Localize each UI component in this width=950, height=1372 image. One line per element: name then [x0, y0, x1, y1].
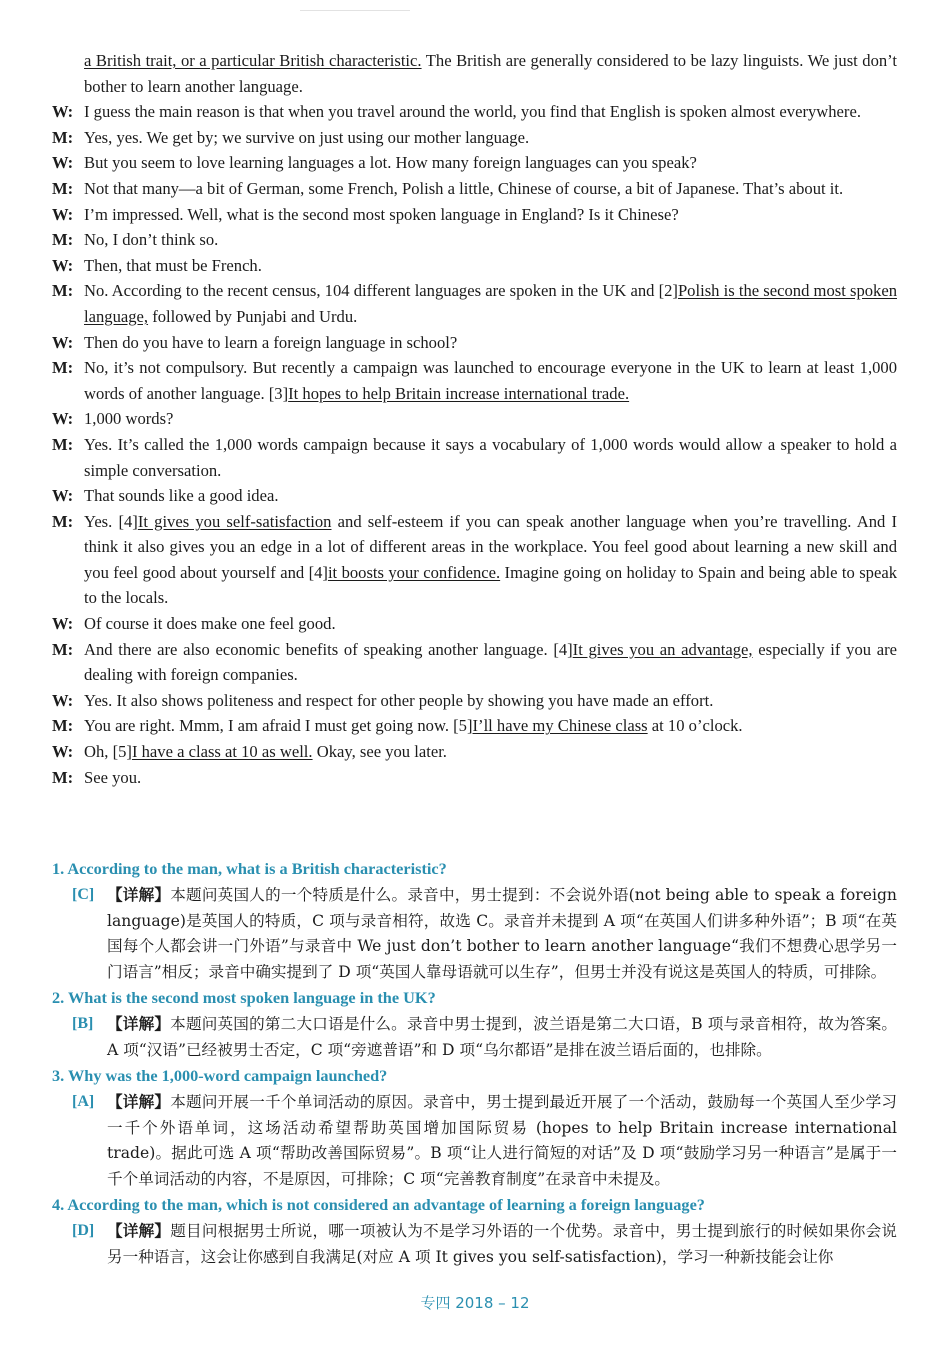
speaker-label: W:	[52, 204, 74, 224]
dialogue-text: And there are also economic benefits of speaking another language. [4]	[84, 639, 573, 659]
dialogue-text: See you.	[84, 767, 142, 787]
explanation-tag: 【详解】	[107, 885, 171, 904]
speaker-label: W:	[52, 102, 74, 122]
explanation-text: 题目问根据男士所说，哪一项被认为不是学习外语的一个优势。录音中，男士提到旅行的时候如果你会说另一种语言，这会让你感到自我满足(对应 A 项 It gives you self-satisfaction)，学习一种新技能会让你	[107, 1222, 897, 1266]
header-mark	[300, 0, 410, 11]
question-heading: 1. According to the man, what is a British characteristic?	[52, 859, 447, 878]
underlined-answer-text: It gives you self-satisfaction	[137, 511, 332, 531]
speaker-label: W:	[52, 332, 74, 352]
page-footer: 专四 2018 – 12	[420, 1294, 530, 1312]
answer-explanation	[52, 1218, 897, 1270]
dialogue-line	[52, 278, 897, 329]
explanation-text: 本题问英国人的一个特质是什么。录音中，男士提到：不会说外语(not being able to speak a foreign language)是英国人的特质，C 项与录音相符，故选 C。录音并未提到 A 项“在英国人们讲多种外语”；B 项“在英国每个人都会讲一门外语”与录音中 We just don’t bother to learn another language“我们不想费心思学另一门语言”相反；录音中确实提到了 D 项“英国人靠母语就可以生存”，但男士并没有说这是英国人的特质，可排除。	[107, 886, 897, 981]
answer-explanation	[52, 1011, 897, 1063]
dialogue-text: and self-esteem if you can speak another language when you’re travelling. And I think it also gives you an edge in a lot of different areas in the workplace. You feel good about learning a new skill and you feel good about yourself and [4]	[84, 511, 897, 582]
speaker-label: W:	[52, 614, 74, 634]
answer-letter: [A]	[72, 1093, 95, 1110]
dialogue-text: Of course it does make one feel good.	[84, 614, 336, 634]
answer-explanation	[52, 882, 897, 985]
speaker-label: M:	[52, 716, 74, 736]
dialogue-text: especially if you are dealing with foreign companies.	[84, 639, 897, 685]
speaker-label: M:	[52, 434, 74, 454]
dialogue-text: That sounds like a good idea.	[84, 486, 279, 506]
dialogue-text: Yes. [4]	[84, 511, 138, 531]
speaker-label: M:	[52, 127, 74, 147]
dialogue-line	[52, 176, 897, 202]
dialogue-text: But you seem to love learning languages a lot. How many foreign languages can you speak?	[84, 153, 697, 173]
dialogue-text: I guess the main reason is that when you travel around the world, you find that English is spoken almost everywhere.	[84, 102, 861, 122]
underlined-answer-text: a British trait, or a particular British characteristic.	[84, 51, 422, 70]
speaker-label: M:	[52, 639, 74, 659]
speaker-label: M:	[52, 767, 74, 787]
dialogue-text: Yes, yes. We get by; we survive on just using our mother language.	[84, 127, 530, 147]
speaker-label: W:	[52, 742, 74, 762]
speaker-label: W:	[52, 690, 74, 710]
speaker-label: W:	[52, 409, 74, 429]
explanation-tag: 【详解】	[107, 1092, 171, 1111]
dialogue-line	[52, 637, 897, 688]
dialogue-text: No. According to the recent census, 104 different languages are spoken in the UK and [2]	[84, 281, 678, 301]
dialogue-text: Not that many—a bit of German, some French, Polish a little, Chinese of course, a bit of Japanese. That’s about it.	[84, 178, 844, 198]
dialogue-line	[52, 406, 897, 432]
explanation-text: 本题问英国的第二大口语是什么。录音中男士提到，波兰语是第二大口语，B 项与录音相符，故为答案。A 项“汉语”已经被男士否定，C 项“旁遮普语”和 D 项“乌尔都语”是排在波兰语后面的，也排除。	[107, 1015, 897, 1059]
answer-letter: [C]	[72, 886, 95, 903]
questions-section	[52, 856, 897, 1270]
dialogue-text: No, it’s not compulsory. But recently a campaign was launched to encourage everyone in the UK to learn at least 1,000 words of another language. [3]	[84, 358, 897, 403]
dialogue-text: at 10 o’clock.	[647, 716, 743, 736]
speaker-label: W:	[52, 486, 74, 506]
dialogue-text: The British are generally considered to be lazy linguists. We just don’t bother to learn another language.	[84, 51, 897, 96]
dialogue-text: Then do you have to learn a foreign language in school?	[84, 332, 458, 352]
dialogue-text: No, I don’t think so.	[84, 230, 219, 250]
speaker-label: M:	[52, 358, 74, 378]
explanation-tag: 【详解】	[107, 1221, 171, 1240]
answer-explanation	[52, 1089, 897, 1192]
dialogue-line	[52, 765, 897, 791]
question-heading: 3. Why was the 1,000-word campaign launched?	[52, 1066, 388, 1085]
dialogue-line	[52, 330, 897, 356]
dialogue-text: You are right. Mmm, I am afraid I must get going now. [5]	[84, 716, 473, 736]
dialogue-line	[52, 355, 897, 406]
dialogue-text: Yes. It’s called the 1,000 words campaign because it says a vocabulary of 1,000 words would allow a speaker to hold a simple conversation.	[84, 434, 897, 480]
speaker-label: W:	[52, 153, 74, 173]
speaker-label: M:	[52, 230, 74, 250]
dialogue-line	[52, 99, 897, 125]
explanation-tag: 【详解】	[107, 1014, 171, 1033]
dialogue-line	[52, 125, 897, 151]
question-heading: 4. According to the man, which is not considered an advantage of learning a foreign language?	[52, 1195, 705, 1214]
question-heading: 2. What is the second most spoken language in the UK?	[52, 988, 436, 1007]
dialogue-line	[52, 150, 897, 176]
underlined-answer-text: I’ll have my Chinese class	[472, 716, 648, 736]
dialogue-line	[52, 227, 897, 253]
dialogue-line	[52, 509, 897, 611]
dialogue-transcript	[52, 48, 897, 790]
answer-letter: [B]	[72, 1015, 94, 1032]
dialogue-line	[52, 253, 897, 279]
underlined-answer-text: It gives you an advantage,	[572, 639, 753, 659]
dialogue-text: Then, that must be French.	[84, 255, 262, 275]
explanation-text: 本题问开展一千个单词活动的原因。录音中，男士提到最近开展了一个活动，鼓励每一个英国人至少学习一千个外语单词，这场活动希望帮助英国增加国际贸易 (hopes to help Britain increase international trade)。据此可选 A 项“帮助改善国际贸易”。B 项“让人进行简短的对话”及 D 项“鼓励学习另一种语言”是属于一千个单词活动的内容，不是原因，可排除；C 项“完善教育制度”在录音中未提及。	[107, 1093, 897, 1188]
dialogue-line	[52, 713, 897, 739]
underlined-answer-text: It hopes to help Britain increase international trade.	[288, 383, 630, 403]
dialogue-text: followed by Punjabi and Urdu.	[148, 306, 358, 326]
answer-letter: [D]	[72, 1222, 95, 1239]
dialogue-line	[52, 739, 897, 765]
speaker-label: M:	[52, 178, 74, 198]
dialogue-text: Okay, see you later.	[312, 742, 447, 762]
speaker-label: M:	[52, 511, 74, 531]
dialogue-text: Yes. It also shows politeness and respect for other people by showing you have made an effort.	[84, 690, 714, 710]
dialogue-text: Imagine going on holiday to Spain and being able to speak to the locals.	[84, 562, 897, 608]
underlined-answer-text: Polish is the second most spoken language,	[84, 281, 897, 326]
dialogue-text: I’m impressed. Well, what is the second most spoken language in England? Is it Chinese?	[84, 204, 679, 224]
dialogue-line	[52, 483, 897, 509]
dialogue-line	[52, 48, 897, 99]
speaker-label: W:	[52, 255, 74, 275]
dialogue-text: 1,000 words?	[84, 409, 174, 429]
dialogue-line	[52, 688, 897, 714]
dialogue-line	[52, 611, 897, 637]
underlined-answer-text: it boosts your confidence.	[327, 562, 501, 582]
dialogue-text: Oh, [5]	[84, 742, 132, 762]
dialogue-line	[52, 202, 897, 228]
dialogue-line	[52, 432, 897, 483]
speaker-label: M:	[52, 281, 74, 301]
underlined-answer-text: I have a class at 10 as well.	[131, 742, 313, 762]
